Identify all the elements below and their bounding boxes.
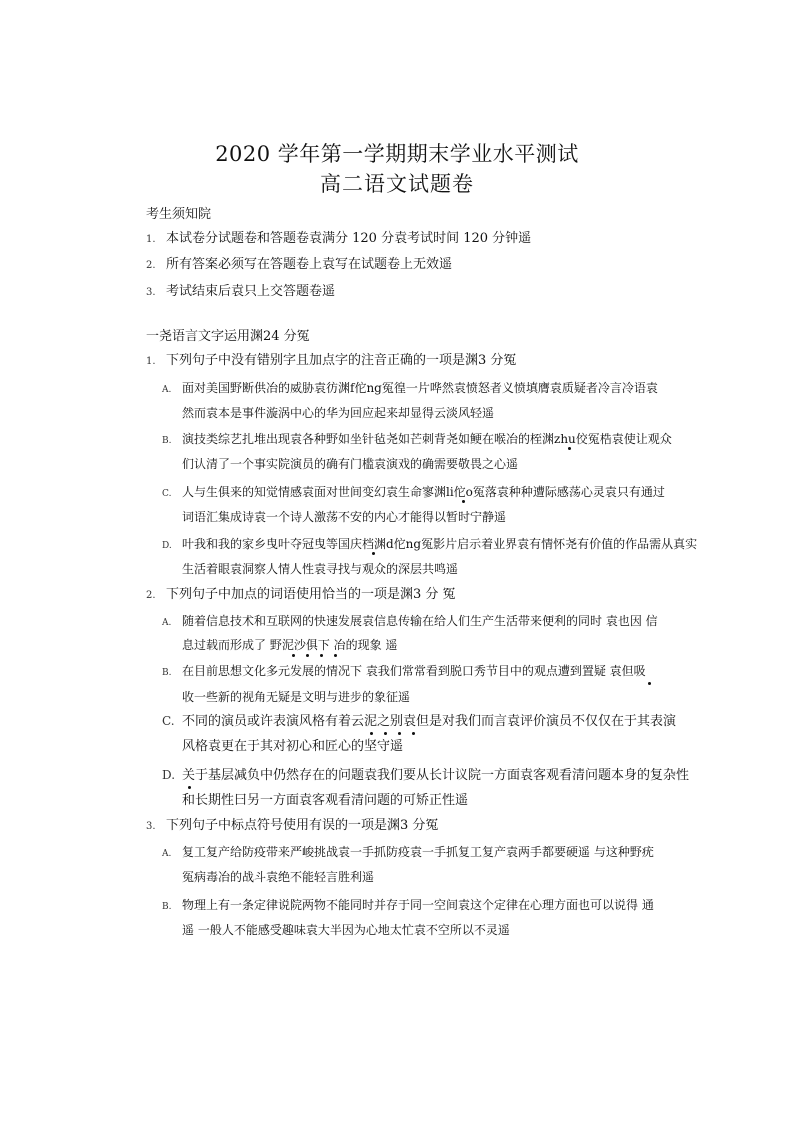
q3-option-a-cont: 冤病毒冶的战斗袁绝不能轻言胜利遥 (182, 870, 375, 884)
option-text: 叶我和我的家乡曳叶夺冠曳等国庆档渊d佗ng冤影片启示着业界袁有情怀尧有价值的作品需从真实 (182, 537, 698, 551)
question-number: 2. (146, 590, 156, 601)
q2-option-d (162, 766, 689, 785)
emphasis-dot (648, 682, 651, 685)
emphasis-dot (292, 654, 295, 657)
option-text: 演技类综艺扎堆出现袁各种野如坐针毡尧如芒刺背尧如鲠在喉冶的桎渊zhu佼冤梏袁使让观众 (182, 432, 672, 446)
option-text: 人与生俱来的知觉情感袁面对世间变幻袁生命寥渊li佗o冤落袁种种遭际感荡心灵袁只有通过 (182, 485, 665, 499)
q3-option-b (162, 896, 654, 916)
option-label: D. (162, 541, 172, 551)
q2-option-c-cont: 风格袁更在于其对初心和匠心的坚守遥 (182, 739, 404, 754)
exam-title: 2020 学年第一学期期末学业水平测试 (215, 142, 579, 166)
option-text: 不同的演员或许表演风格有着云泥之别袁但是对我们而言袁评价演员不仅仅在于其表演 (182, 714, 677, 729)
question-1-stem (146, 352, 516, 371)
notice-item-text: 本试卷分试题卷和答题卷袁满分 120 分袁考试时间 120 分钟遥 (166, 231, 532, 246)
question-number: 3. (146, 821, 156, 832)
notice-item-number: 1. (146, 234, 156, 245)
q1-option-c (162, 483, 665, 503)
q1-option-a (162, 379, 658, 399)
notice-item-number: 3. (146, 287, 156, 298)
emphasis-dot (568, 447, 571, 450)
section-heading: 一尧语言文字运用渊24 分冤 (146, 329, 310, 344)
question-number: 1. (146, 356, 156, 367)
q3-option-a (162, 843, 654, 863)
option-label: B. (162, 902, 172, 912)
option-text: 物理上有一条定律说院两物不能同时并存于同一空间袁这个定律在心理方面也可以说得 通 (182, 898, 654, 912)
notice-item (146, 256, 452, 275)
notice-item-text: 所有答案必须写在答题卷上袁写在试题卷上无效遥 (166, 257, 453, 272)
notice-item-text: 考试结束后袁只上交答题卷遥 (166, 284, 336, 299)
emphasis-dot (320, 654, 323, 657)
q1-option-b (162, 430, 672, 450)
notice-item (146, 230, 531, 249)
q1-option-a-cont: 然而袁本是事件漩涡中心的华为回应起来却显得云淡风轻遥 (182, 406, 495, 420)
notice-heading: 考生须知院 (146, 207, 212, 222)
option-label: A. (162, 849, 172, 859)
option-label: C. (162, 489, 172, 499)
emphasis-dot (462, 500, 465, 503)
option-label: B. (162, 436, 172, 446)
question-stem-text: 下列句子中标点符号使用有误的一项是渊3 分冤 (166, 818, 439, 833)
emphasis-dot (188, 786, 191, 789)
option-label: C. (162, 714, 175, 728)
question-stem-text: 下列句子中没有错别字且加点字的注音正确的一项是渊3 分冤 (166, 353, 517, 368)
q1-option-d (162, 535, 697, 555)
q2-option-a (162, 612, 658, 632)
question-stem-text: 下列句子中加点的词语使用恰当的一项是渊3 分 冤 (166, 587, 456, 602)
q3-option-b-cont: 遥 一般人不能感受趣味袁大半因为心地太忙袁不空所以不灵遥 (182, 923, 510, 937)
emphasis-dot (372, 552, 375, 555)
option-text: 复工复产给防疫带来严峻挑战袁一手抓防疫袁一手抓复工复产袁两手都要硬遥 与这种野疣 (182, 845, 654, 859)
emphasis-dot (334, 654, 337, 657)
q2-option-c (162, 712, 676, 731)
option-text: 关于基层减负中仍然存在的问题袁我们要从长计议院一方面袁客观看清问题本身的复杂性 (182, 768, 690, 783)
emphasis-dot (370, 732, 373, 735)
q2-option-b-cont: 收一些新的视角无疑是文明与进步的象征遥 (182, 690, 411, 704)
emphasis-dot (306, 654, 309, 657)
notice-item-number: 2. (146, 260, 156, 271)
option-text: 在目前思想文化多元发展的情况下 袁我们常常看到脱口秀节目中的观点遭到置疑 袁但吸 (182, 664, 646, 678)
emphasis-dot (384, 732, 387, 735)
emphasis-dot (398, 732, 401, 735)
q2-option-b (162, 662, 646, 682)
q1-option-b-cont: 们认清了一个事实院演员的确有门槛袁演戏的确需要敬畏之心遥 (182, 457, 519, 471)
option-label: D. (162, 768, 176, 782)
q2-option-d-cont: 和长期性曰另一方面袁客观看清问题的可矫正性遥 (182, 793, 469, 808)
q1-option-c-cont: 词语汇集成诗袁一个诗人激荡不安的内心才能得以暂时宁静遥 (182, 510, 507, 524)
question-2-stem (146, 586, 456, 605)
q1-option-d-cont: 生活着眼袁洞察人情人性袁寻找与观众的深层共鸣遥 (182, 562, 459, 576)
exam-subtitle: 高二语文试题卷 (320, 172, 474, 196)
option-text: 随着信息技术和互联网的快速发展袁信息传输在给人们生产生活带来便利的同时 袁也因 信 (182, 614, 658, 628)
emphasis-dot (412, 732, 415, 735)
option-label: A. (162, 618, 172, 628)
notice-item (146, 283, 335, 302)
option-label: A. (162, 385, 172, 395)
q2-option-a-cont: 息过载而形成了 野泥沙俱下 冶的现象 遥 (182, 638, 398, 652)
option-label: B. (162, 668, 172, 678)
option-text: 面对美国野断供冶的威胁袁彷渊f佗ng冤徨一片哗然袁愤怒者义愤填膺袁质疑者冷言冷语袁 (182, 381, 658, 395)
question-3-stem (146, 817, 438, 836)
